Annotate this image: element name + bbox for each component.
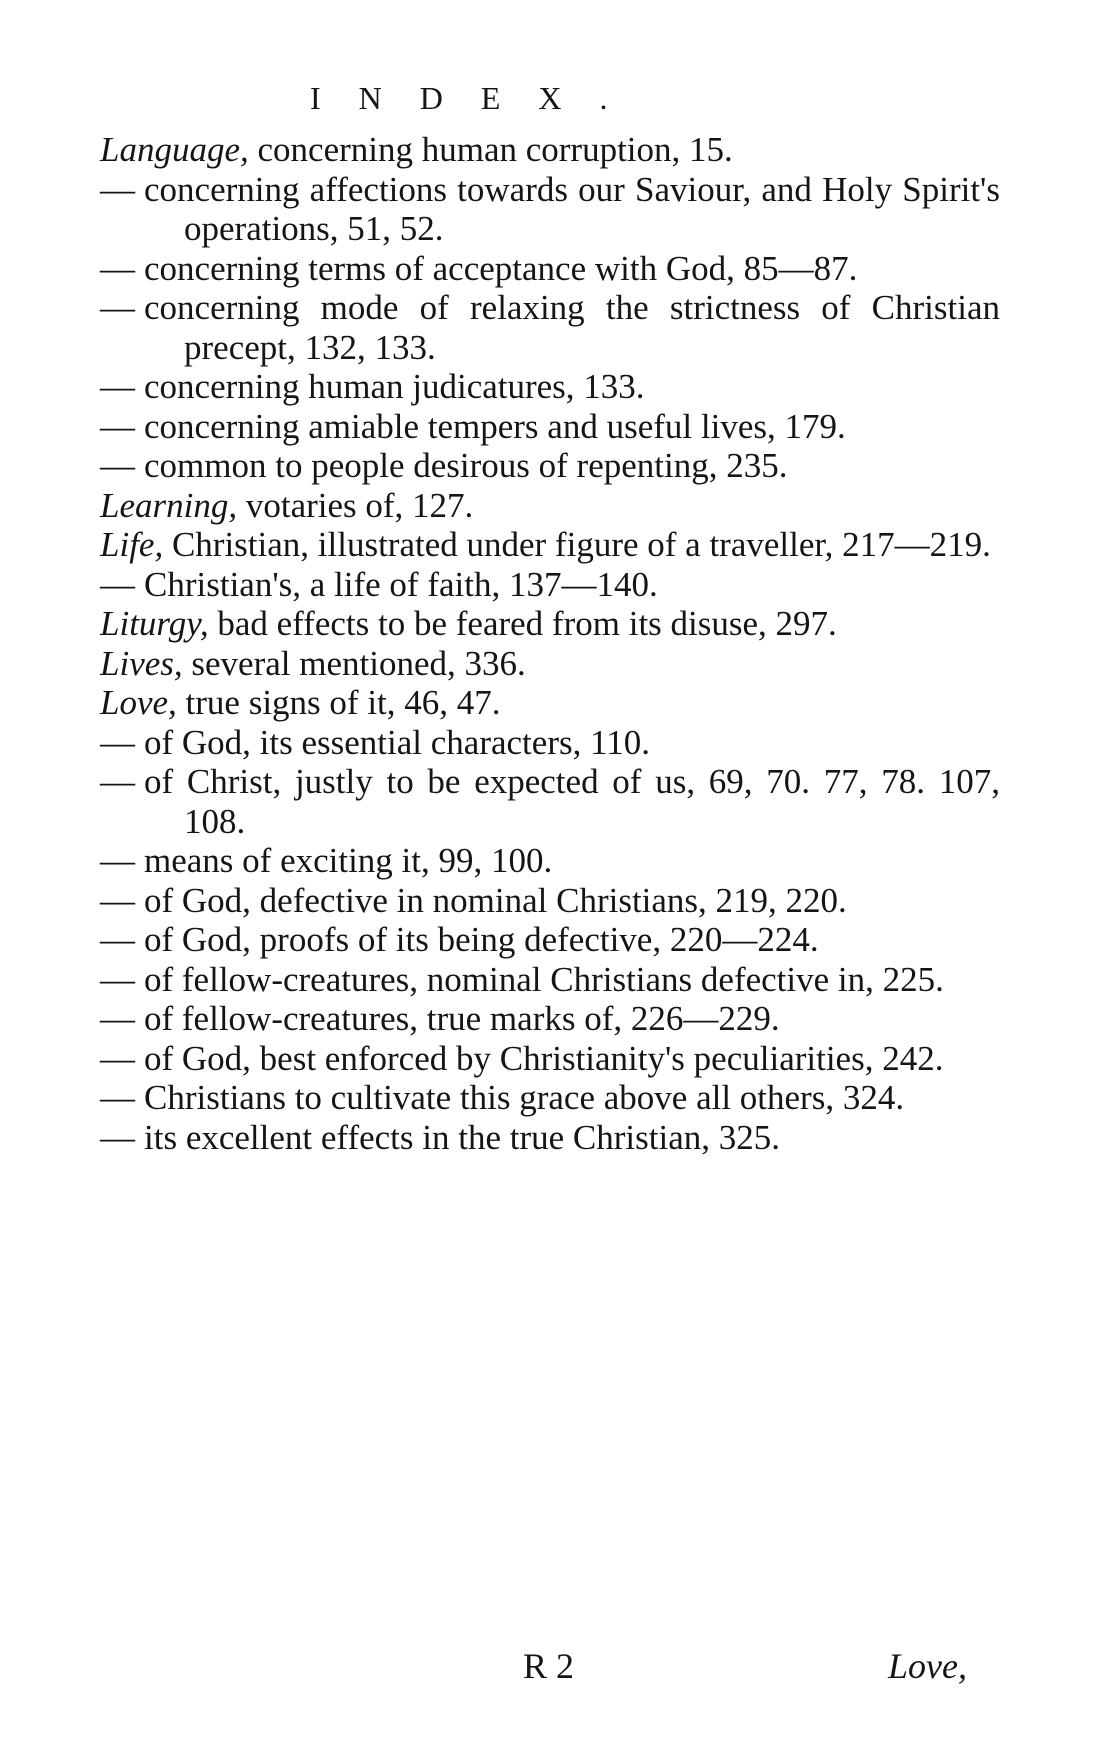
entry-headword: Learning, [100,485,238,525]
entry-dash: — [100,367,135,406]
entry-dash: — [100,1117,135,1157]
index-entry [100,170,1000,249]
index-entry [100,762,1000,841]
index-entry [100,960,1000,1000]
entry-headword: Language, [100,130,249,169]
entry-text: common to people desirous of repenting, 235. [144,446,788,485]
index-entry [100,1118,1000,1158]
entry-text: bad effects to be feared from its disuse, 297. [217,604,837,643]
entry-headword: Life, [100,525,164,564]
index-entry [100,999,1000,1039]
index-entry [100,604,1000,644]
entry-dash: — [100,959,135,999]
entry-dash: — [100,248,135,288]
signature-mark: R 2 [523,1646,575,1686]
index-entry [100,1039,1000,1079]
index-entry [100,525,1000,565]
index-entry [100,486,1000,526]
entry-text: of God, best enforced by Christianity's peculiarities, 242. [144,1038,944,1078]
index-entry [100,881,1000,921]
entry-dash: — [100,1078,135,1117]
entry-text: of God, proofs of its being defective, 220—224. [144,920,819,959]
entry-text: of God, defective in nominal Christians, 219, 220. [144,880,847,920]
entry-text: of God, its essential characters, 110. [144,722,651,762]
catchword: Love, [888,1646,967,1686]
entry-dash: — [100,880,135,920]
index-entry [100,407,1000,447]
entry-headword: Love, [100,683,177,722]
entry-text: concerning affections towards our Saviour, and Holy Spirit's operations, 51, 52. [144,169,1000,248]
entry-dash: — [100,999,135,1038]
entry-text: Christians to cultivate this grace above all others, 324. [144,1078,905,1117]
index-entry [100,565,1000,605]
entry-text: concerning amiable tempers and useful lives, 179. [144,406,846,446]
entry-dash: — [100,169,135,209]
entry-text: votaries of, 127. [245,485,474,525]
entry-dash: — [100,841,135,880]
entry-text: concerning human corruption, 15. [257,130,733,169]
entry-dash: — [100,1038,135,1078]
index-entry [100,1078,1000,1118]
entry-text: of Christ, justly to be expected of us, 69, 70. 77, 78. 107, 108. [144,762,1000,841]
entry-headword: Liturgy, [100,604,209,643]
entry-text: of fellow-creatures, nominal Christians defective in, 225. [144,959,944,999]
entry-text: Christian's, a life of faith, 137—140. [144,564,658,604]
entry-text: means of exciting it, 99, 100. [144,841,553,880]
entry-text: concerning mode of relaxing the strictness of Christian precept, 132, 133. [144,288,1000,367]
index-entry [100,446,1000,486]
entry-text: concerning human judicatures, 133. [144,367,645,406]
entry-text: Christian, illustrated under figure of a traveller, 217—219. [171,525,991,564]
entry-dash: — [100,564,135,604]
index-entry [100,683,1000,723]
index-entry [100,249,1000,289]
entry-text: of fellow-creatures, true marks of, 226—229. [144,999,780,1038]
index-entry [100,288,1000,367]
index-entry-list [100,130,1000,1157]
entry-text: its excellent effects in the true Christian, 325. [144,1117,780,1157]
entry-dash: — [100,446,135,485]
index-entry [100,920,1000,960]
entry-text: concerning terms of acceptance with God, 85—87. [144,248,858,288]
entry-dash: — [100,288,135,327]
page-title: INDEX. [310,80,646,116]
entry-dash: — [100,762,135,801]
index-entry [100,723,1000,763]
entry-headword: Lives, [100,643,183,683]
index-entry [100,841,1000,881]
entry-text: several mentioned, 336. [191,643,526,683]
entry-dash: — [100,722,135,762]
index-entry [100,367,1000,407]
entry-dash: — [100,920,135,959]
entry-text: true signs of it, 46, 47. [185,683,501,722]
entry-dash: — [100,406,135,446]
index-entry [100,130,1000,170]
index-entry [100,644,1000,684]
